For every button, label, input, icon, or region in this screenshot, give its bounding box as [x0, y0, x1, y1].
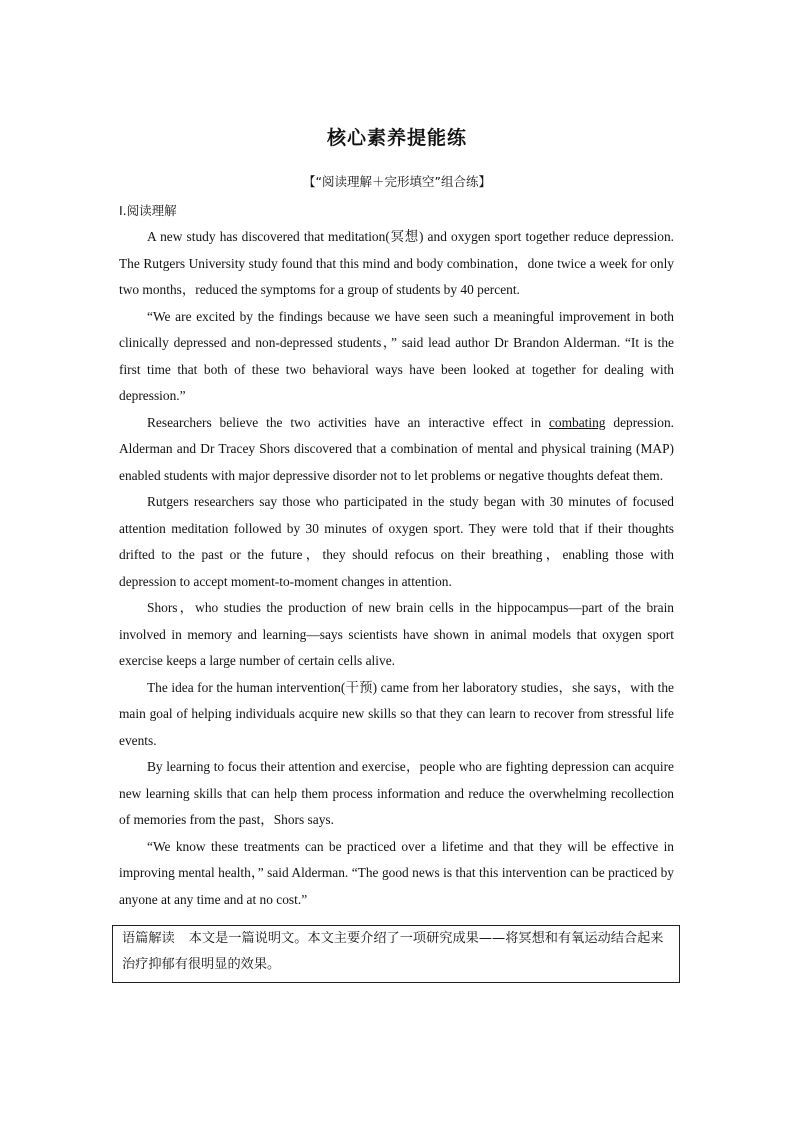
passage-paragraph-8: “We know these treatments can be practiced over a lifetime and that they will be effective in improving mental health，” said Alderman. “The good news is that this intervention can be practiced by anyone at any time and at no cost.”: [119, 838, 674, 907]
summary-label: 语篇解读: [122, 931, 175, 946]
passage-paragraph-1: A new study has discovered that meditation(冥想) and oxygen sport together reduce depression. The Rutgers University study found that this mind and body combination，done twice a week for only two months，reduced the symptoms for a group of students by 40 percent.: [119, 229, 674, 297]
passage-summary-box: [112, 925, 680, 983]
page-title: 核心素养提能练: [326, 127, 467, 149]
reading-passage: [119, 224, 674, 913]
passage-paragraph-4: Rutgers researchers say those who participated in the study began with 30 minutes of focused attention meditation followed by 30 minutes of oxygen sport. They were told that if their thoughts drifted to the past or the future，they should refocus on their breathing，enabling those with depression to accept moment-to-moment changes in attention.: [119, 494, 674, 589]
passage-paragraph-2: “We are excited by the findings because we have seen such a meaningful improvement in both clinically depressed and non-depressed students，” said lead author Dr Brandon Alderman. “It is the first time that both of these two behavioral ways have been looked at together for dealing with depression.”: [119, 308, 674, 403]
passage-paragraph-6: The idea for the human intervention(干预) came from her laboratory studies，she says，with the main goal of helping individuals acquire new skills so that they can learn to recover from stressful life events.: [119, 679, 674, 748]
passage-paragraph-7: By learning to focus their attention and exercise，people who are fighting depression can acquire new learning skills that can help them process information and reduce the overwhelming recollection of memories from the past，Shors says.: [119, 759, 674, 827]
exercise-subtitle: 【“阅读理解＋完形填空”组合练】: [303, 174, 491, 189]
passage-paragraph-3: [119, 410, 674, 490]
section-heading: Ⅰ.阅读理解: [119, 203, 177, 218]
underlined-word: combating: [548, 414, 606, 430]
paragraph-3-text-before: Researchers believe the two activities have an interactive effect in: [147, 414, 549, 430]
passage-paragraph-5: Shors，who studies the production of new brain cells in the hippocampus—part of the brain involved in memory and learning—says scientists have shown in animal models that oxygen sport exercise keeps a large number of certain cells alive.: [119, 600, 674, 668]
paragraph-3-text-after: depression. Alderman and Dr Tracey Shors discovered that a combination of mental and physical training (MAP) enabled students with major depressive disorder not to let problems or negative thoughts defeat them.: [119, 414, 674, 483]
summary-text: 本文是一篇说明文。本文主要介绍了一项研究成果——将冥想和有氧运动结合起来治疗抑郁有很明显的效果。: [122, 931, 664, 972]
